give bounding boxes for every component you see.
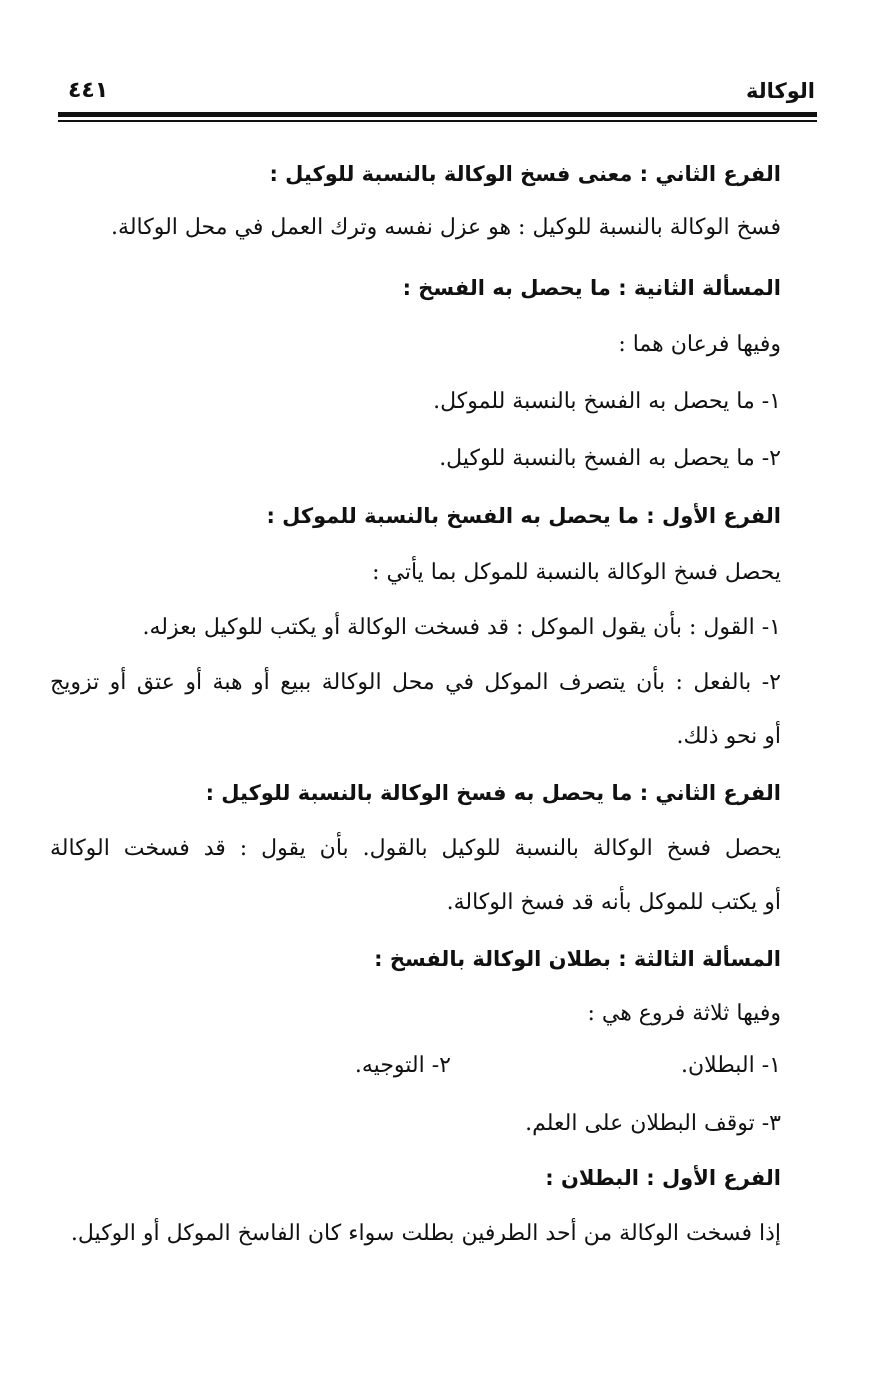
heading-branch-1-invalidity: الفرع الأول : البطلان : bbox=[545, 1166, 781, 1190]
heading-branch-2-agent: الفرع الثاني : ما يحصل به فسخ الوكالة بالنسبة للوكيل : bbox=[205, 781, 781, 805]
list-item-speech: ١- القول : بأن يقول الموكل : قد فسخت الوكالة أو يكتب للوكيل بعزله. bbox=[142, 615, 781, 640]
paragraph-definition: فسخ الوكالة بالنسبة للوكيل : هو عزل نفسه وترك العمل في محل الوكالة. bbox=[111, 215, 781, 240]
paragraph-agent-line2: أو يكتب للموكل بأنه قد فسخ الوكالة. bbox=[446, 890, 781, 915]
page-header bbox=[60, 70, 815, 106]
list-item-direction: ٢- التوجيه. bbox=[354, 1053, 451, 1078]
paragraph-agent-line1: يحصل فسخ الوكالة بالنسبة للوكيل بالقول. بأن يقول : قد فسخت الوكالة bbox=[50, 836, 781, 861]
list-item-1: ١- ما يحصل به الفسخ بالنسبة للموكل. bbox=[433, 389, 781, 414]
page-number: ٤٤١ bbox=[68, 78, 109, 103]
heading-issue-2: المسألة الثانية : ما يحصل به الفسخ : bbox=[402, 276, 781, 300]
list-item-action-line2: أو نحو ذلك. bbox=[676, 724, 781, 749]
list-item-knowledge: ٣- توقف البطلان على العلم. bbox=[525, 1111, 781, 1136]
header-rule-thin bbox=[58, 120, 817, 122]
heading-branch-1-principal: الفرع الأول : ما يحصل به الفسخ بالنسبة للموكل : bbox=[266, 504, 781, 528]
paragraph-three-branches: وفيها ثلاثة فروع هي : bbox=[587, 1001, 781, 1026]
paragraph-principal-intro: يحصل فسخ الوكالة بالنسبة للموكل بما يأتي : bbox=[372, 560, 781, 585]
header-rule-thick bbox=[58, 112, 817, 117]
list-item-invalidity: ١- البطلان. bbox=[680, 1053, 781, 1078]
list-item-action-line1: ٢- بالفعل : بأن يتصرف الموكل في محل الوكالة ببيع أو هبة أو عتق أو تزويج bbox=[50, 670, 781, 695]
paragraph-final: إذا فسخت الوكالة من أحد الطرفين بطلت سواء كان الفاسخ الموكل أو الوكيل. bbox=[70, 1221, 781, 1246]
paragraph-two-branches: وفيها فرعان هما : bbox=[618, 332, 781, 357]
list-row-two-items bbox=[261, 1050, 781, 1082]
heading-issue-3: المسألة الثالثة : بطلان الوكالة بالفسخ : bbox=[374, 947, 781, 971]
running-title: الوكالة bbox=[746, 79, 815, 103]
list-item-2: ٢- ما يحصل به الفسخ بالنسبة للوكيل. bbox=[439, 446, 781, 471]
heading-branch-2-meaning: الفرع الثاني : معنى فسخ الوكالة بالنسبة للوكيل : bbox=[269, 162, 781, 186]
